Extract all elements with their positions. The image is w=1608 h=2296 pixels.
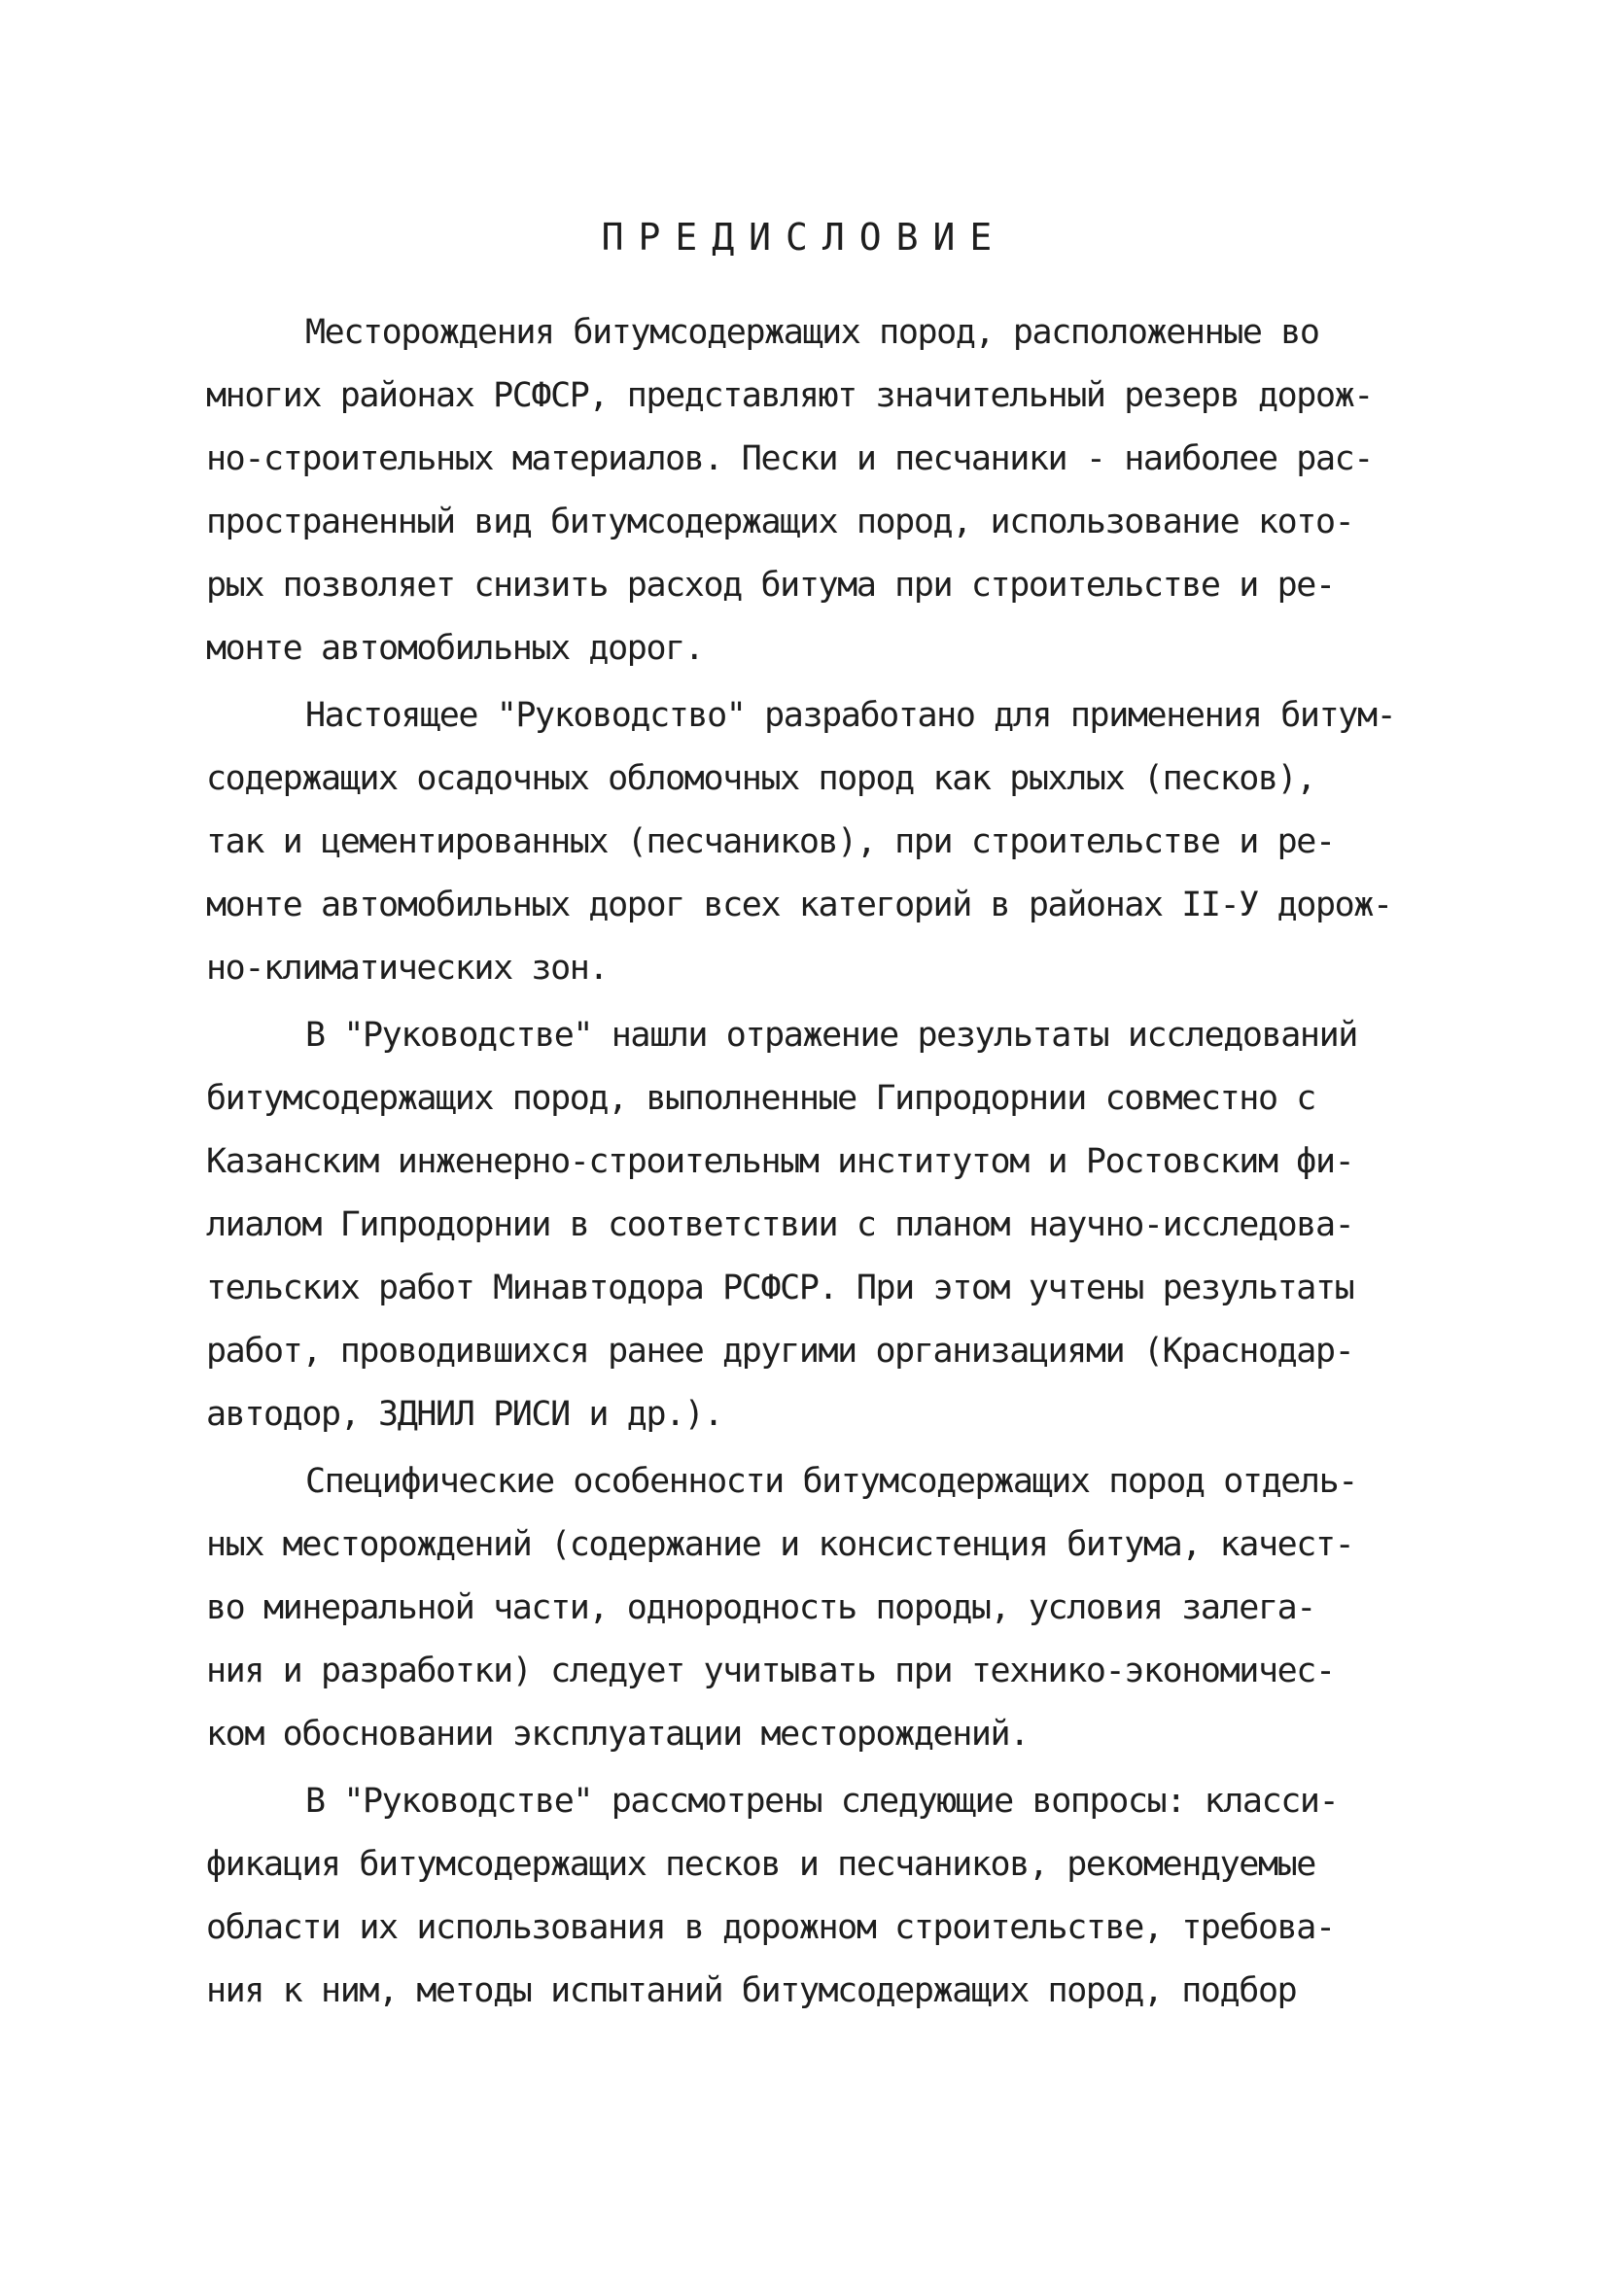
text-line: битумсодержащих пород, выполненные Гипродорнии совместно с (206, 1079, 1315, 1118)
text-line: Казанским инженерно-строительным институтом и Ростовским фи- (206, 1142, 1354, 1181)
text-line: работ, проводившихся ранее другими организациями (Краснодар- (206, 1332, 1354, 1371)
text-line: пространенный вид битумсодержащих пород, использование кото- (206, 503, 1354, 541)
body-text (206, 301, 1443, 2023)
text-line: ния к ним, методы испытаний битумсодержащих пород, подбор (206, 1971, 1297, 2010)
text-line: ных месторождений (содержание и консистенция битума, качест- (206, 1525, 1354, 1564)
text-line: фикация битумсодержащих песков и песчаников, рекомендуемые (206, 1845, 1315, 1884)
text-line: В "Руководстве" нашли отражение результаты исследований (305, 1016, 1357, 1055)
paragraph-1 (206, 301, 1443, 680)
text-line: ния и разработки) следует учитывать при технико-экономичес- (206, 1652, 1335, 1690)
text-line: содержащих осадочных обломочных пород как рыхлых (песков), (206, 759, 1315, 798)
text-line: области их использования в дорожном строительстве, требова- (206, 1908, 1335, 1947)
text-line: В "Руководстве" рассмотрены следующие вопросы: класси- (305, 1782, 1339, 1821)
paragraph-5 (206, 1770, 1443, 2023)
text-line: монте автомобильных дорог. (206, 629, 704, 668)
text-line: автодор, ЗДНИЛ РИСИ и др.). (206, 1395, 723, 1434)
text-line: но-строительных материалов. Пески и песчаники - наиболее рас- (206, 439, 1373, 478)
text-line: многих районах РСФСР, представляют значительный резерв дорож- (206, 376, 1373, 415)
text-line: монте автомобильных дорог всех категорий в районах II-У дорож- (206, 886, 1392, 924)
text-line: Месторождения битумсодержащих пород, расположенные во (305, 313, 1319, 352)
text-line: лиалом Гипродорнии в соответствии с планом научно-исследова- (206, 1205, 1354, 1244)
text-line: во минеральной части, однородность породы, условия залега- (206, 1588, 1315, 1627)
page-title: ПРЕДИСЛОВИЕ (601, 216, 1007, 259)
text-line: но-климатических зон. (206, 949, 609, 988)
paragraph-4 (206, 1450, 1443, 1766)
text-line: тельских работ Минавтодора РСФСР. При этом учтены результаты (206, 1269, 1354, 1307)
text-line: Специфические особенности битумсодержащих пород отдель- (305, 1462, 1357, 1501)
text-line: Настоящее "Руководство" разработано для применения битум- (305, 696, 1396, 735)
text-line: рых позволяет снизить расход битума при строительстве и ре- (206, 566, 1335, 605)
paragraph-3 (206, 1004, 1443, 1446)
text-line: ком обосновании эксплуатации месторождений. (206, 1715, 1029, 1754)
text-line: так и цементированных (песчаников), при строительстве и ре- (206, 822, 1335, 861)
paragraph-2 (206, 684, 1443, 1000)
